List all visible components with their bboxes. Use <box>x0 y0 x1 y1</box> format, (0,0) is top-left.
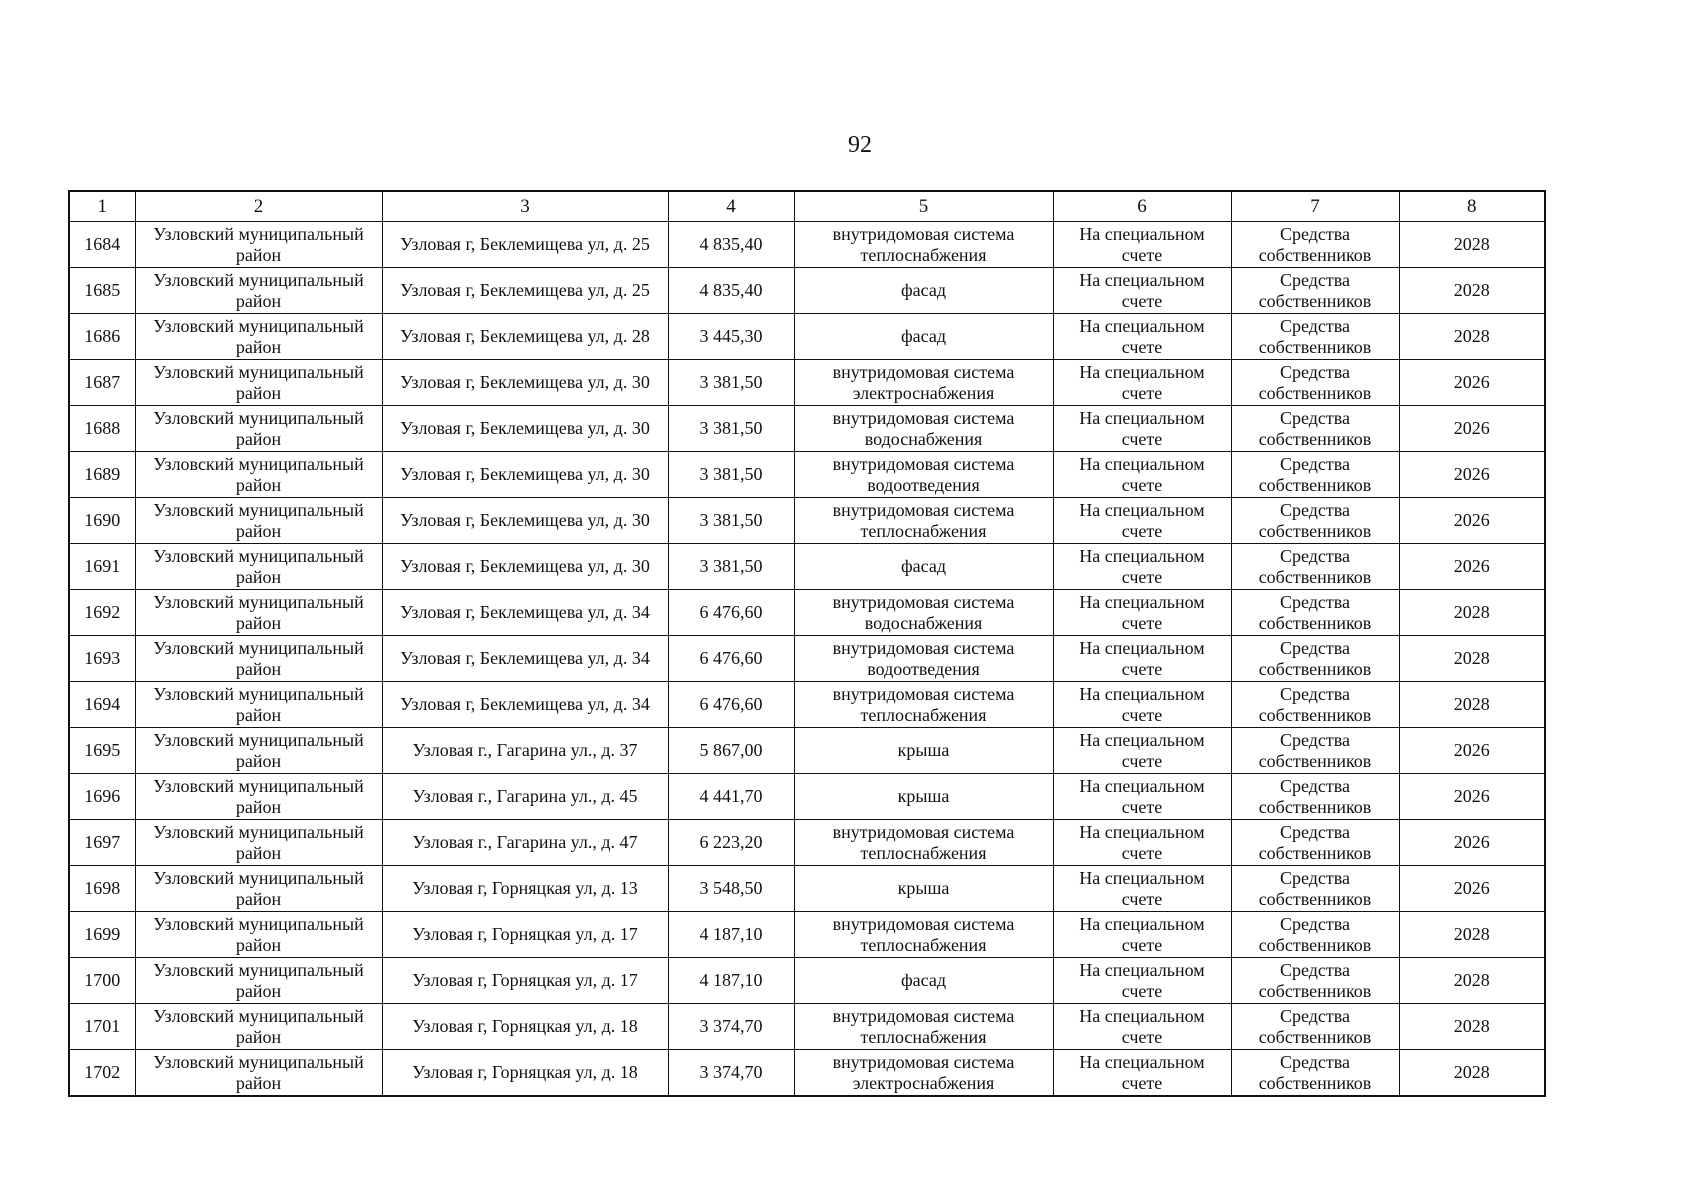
cell-year: 2026 <box>1399 452 1545 498</box>
cell-fund-method: На специальном счете <box>1053 774 1231 820</box>
cell-district: Узловский муниципальный район <box>135 498 382 544</box>
cell-year: 2026 <box>1399 360 1545 406</box>
cell-fund-method: На специальном счете <box>1053 1050 1231 1097</box>
cell-district: Узловский муниципальный район <box>135 958 382 1004</box>
cell-source: Средства собственников <box>1231 544 1399 590</box>
cell-area: 4 835,40 <box>668 222 794 268</box>
cell-address: Узловая г., Гагарина ул., д. 45 <box>382 774 668 820</box>
cell-address: Узловая г, Беклемищева ул, д. 34 <box>382 590 668 636</box>
table-row <box>69 728 1545 774</box>
cell-district: Узловский муниципальный район <box>135 406 382 452</box>
cell-fund-method: На специальном счете <box>1053 590 1231 636</box>
cell-address: Узловая г, Горняцкая ул, д. 13 <box>382 866 668 912</box>
column-header-col-number: 1 <box>69 191 135 222</box>
cell-work-type: фасад <box>794 958 1053 1004</box>
cell-number: 1695 <box>69 728 135 774</box>
cell-district: Узловский муниципальный район <box>135 1004 382 1050</box>
cell-work-type: фасад <box>794 314 1053 360</box>
cell-address: Узловая г, Беклемищева ул, д. 30 <box>382 544 668 590</box>
cell-fund-method: На специальном счете <box>1053 820 1231 866</box>
cell-source: Средства собственников <box>1231 222 1399 268</box>
cell-year: 2028 <box>1399 314 1545 360</box>
cell-district: Узловский муниципальный район <box>135 1050 382 1097</box>
cell-address: Узловая г, Беклемищева ул, д. 25 <box>382 268 668 314</box>
table-header-row <box>69 191 1545 222</box>
cell-address: Узловая г, Беклемищева ул, д. 34 <box>382 682 668 728</box>
cell-number: 1689 <box>69 452 135 498</box>
cell-year: 2026 <box>1399 544 1545 590</box>
cell-address: Узловая г, Беклемищева ул, д. 30 <box>382 360 668 406</box>
cell-fund-method: На специальном счете <box>1053 1004 1231 1050</box>
table-row <box>69 912 1545 958</box>
cell-source: Средства собственников <box>1231 314 1399 360</box>
table-row <box>69 774 1545 820</box>
cell-district: Узловский муниципальный район <box>135 728 382 774</box>
cell-district: Узловский муниципальный район <box>135 820 382 866</box>
cell-fund-method: На специальном счете <box>1053 728 1231 774</box>
cell-fund-method: На специальном счете <box>1053 682 1231 728</box>
cell-source: Средства собственников <box>1231 452 1399 498</box>
cell-fund-method: На специальном счете <box>1053 912 1231 958</box>
cell-number: 1688 <box>69 406 135 452</box>
table-row <box>69 360 1545 406</box>
cell-work-type: внутридомовая система теплоснабжения <box>794 682 1053 728</box>
cell-source: Средства собственников <box>1231 636 1399 682</box>
cell-district: Узловский муниципальный район <box>135 222 382 268</box>
cell-district: Узловский муниципальный район <box>135 268 382 314</box>
cell-work-type: внутридомовая система теплоснабжения <box>794 1004 1053 1050</box>
cell-work-type: внутридомовая система теплоснабжения <box>794 222 1053 268</box>
cell-district: Узловский муниципальный район <box>135 636 382 682</box>
cell-year: 2028 <box>1399 1004 1545 1050</box>
cell-fund-method: На специальном счете <box>1053 406 1231 452</box>
cell-work-type: внутридомовая система теплоснабжения <box>794 912 1053 958</box>
cell-area: 6 223,20 <box>668 820 794 866</box>
cell-fund-method: На специальном счете <box>1053 866 1231 912</box>
table-row <box>69 820 1545 866</box>
cell-number: 1692 <box>69 590 135 636</box>
cell-address: Узловая г, Горняцкая ул, д. 17 <box>382 958 668 1004</box>
cell-district: Узловский муниципальный район <box>135 314 382 360</box>
cell-area: 3 445,30 <box>668 314 794 360</box>
cell-area: 4 187,10 <box>668 958 794 1004</box>
cell-number: 1686 <box>69 314 135 360</box>
table-body <box>69 222 1545 1097</box>
table-row <box>69 1050 1545 1097</box>
cell-year: 2028 <box>1399 958 1545 1004</box>
cell-area: 5 867,00 <box>668 728 794 774</box>
table-row <box>69 866 1545 912</box>
cell-source: Средства собственников <box>1231 912 1399 958</box>
cell-source: Средства собственников <box>1231 866 1399 912</box>
cell-area: 3 381,50 <box>668 360 794 406</box>
cell-number: 1697 <box>69 820 135 866</box>
cell-fund-method: На специальном счете <box>1053 452 1231 498</box>
cell-area: 4 835,40 <box>668 268 794 314</box>
page-number: 92 <box>848 132 872 158</box>
table-row <box>69 406 1545 452</box>
cell-work-type: крыша <box>794 866 1053 912</box>
column-header-col-work-type: 5 <box>794 191 1053 222</box>
cell-address: Узловая г., Гагарина ул., д. 47 <box>382 820 668 866</box>
cell-number: 1701 <box>69 1004 135 1050</box>
cell-source: Средства собственников <box>1231 1004 1399 1050</box>
table-row <box>69 958 1545 1004</box>
cell-work-type: фасад <box>794 268 1053 314</box>
cell-number: 1690 <box>69 498 135 544</box>
cell-year: 2026 <box>1399 774 1545 820</box>
cell-year: 2026 <box>1399 820 1545 866</box>
table-row <box>69 222 1545 268</box>
cell-work-type: внутридомовая система водоотведения <box>794 452 1053 498</box>
cell-district: Узловский муниципальный район <box>135 866 382 912</box>
cell-year: 2028 <box>1399 1050 1545 1097</box>
cell-work-type: крыша <box>794 728 1053 774</box>
cell-area: 3 381,50 <box>668 544 794 590</box>
cell-area: 6 476,60 <box>668 636 794 682</box>
column-header-col-address: 3 <box>382 191 668 222</box>
cell-fund-method: На специальном счете <box>1053 314 1231 360</box>
table-row <box>69 314 1545 360</box>
cell-work-type: внутридомовая система электроснабжения <box>794 1050 1053 1097</box>
cell-source: Средства собственников <box>1231 498 1399 544</box>
column-header-col-fund-method: 6 <box>1053 191 1231 222</box>
cell-work-type: крыша <box>794 774 1053 820</box>
column-header-col-district: 2 <box>135 191 382 222</box>
cell-address: Узловая г, Беклемищева ул, д. 28 <box>382 314 668 360</box>
column-header-col-area: 4 <box>668 191 794 222</box>
table-row <box>69 1004 1545 1050</box>
column-header-col-source: 7 <box>1231 191 1399 222</box>
cell-number: 1687 <box>69 360 135 406</box>
table-row <box>69 636 1545 682</box>
cell-source: Средства собственников <box>1231 820 1399 866</box>
cell-area: 6 476,60 <box>668 590 794 636</box>
cell-area: 6 476,60 <box>668 682 794 728</box>
cell-fund-method: На специальном счете <box>1053 498 1231 544</box>
cell-source: Средства собственников <box>1231 268 1399 314</box>
cell-number: 1700 <box>69 958 135 1004</box>
cell-district: Узловский муниципальный район <box>135 452 382 498</box>
cell-district: Узловский муниципальный район <box>135 360 382 406</box>
cell-fund-method: На специальном счете <box>1053 544 1231 590</box>
cell-area: 3 381,50 <box>668 406 794 452</box>
cell-number: 1696 <box>69 774 135 820</box>
cell-number: 1684 <box>69 222 135 268</box>
cell-work-type: внутридомовая система теплоснабжения <box>794 820 1053 866</box>
table-row <box>69 268 1545 314</box>
table-row <box>69 452 1545 498</box>
table-row <box>69 544 1545 590</box>
cell-district: Узловский муниципальный район <box>135 912 382 958</box>
cell-district: Узловский муниципальный район <box>135 544 382 590</box>
cell-district: Узловский муниципальный район <box>135 682 382 728</box>
cell-area: 4 441,70 <box>668 774 794 820</box>
cell-fund-method: На специальном счете <box>1053 360 1231 406</box>
column-header-col-year: 8 <box>1399 191 1545 222</box>
cell-address: Узловая г, Беклемищева ул, д. 34 <box>382 636 668 682</box>
cell-year: 2026 <box>1399 728 1545 774</box>
cell-area: 3 381,50 <box>668 452 794 498</box>
cell-address: Узловая г, Беклемищева ул, д. 30 <box>382 452 668 498</box>
table-row <box>69 682 1545 728</box>
cell-source: Средства собственников <box>1231 1050 1399 1097</box>
cell-year: 2028 <box>1399 268 1545 314</box>
cell-number: 1698 <box>69 866 135 912</box>
repair-program-table <box>68 190 1546 1097</box>
cell-work-type: фасад <box>794 544 1053 590</box>
cell-source: Средства собственников <box>1231 590 1399 636</box>
cell-address: Узловая г., Гагарина ул., д. 37 <box>382 728 668 774</box>
cell-fund-method: На специальном счете <box>1053 958 1231 1004</box>
cell-area: 3 374,70 <box>668 1050 794 1097</box>
cell-source: Средства собственников <box>1231 774 1399 820</box>
cell-number: 1685 <box>69 268 135 314</box>
cell-area: 3 381,50 <box>668 498 794 544</box>
cell-year: 2026 <box>1399 866 1545 912</box>
cell-source: Средства собственников <box>1231 406 1399 452</box>
cell-work-type: внутридомовая система электроснабжения <box>794 360 1053 406</box>
cell-number: 1693 <box>69 636 135 682</box>
cell-number: 1699 <box>69 912 135 958</box>
cell-address: Узловая г, Горняцкая ул, д. 18 <box>382 1050 668 1097</box>
cell-source: Средства собственников <box>1231 360 1399 406</box>
cell-year: 2028 <box>1399 682 1545 728</box>
cell-fund-method: На специальном счете <box>1053 268 1231 314</box>
cell-area: 4 187,10 <box>668 912 794 958</box>
cell-address: Узловая г, Горняцкая ул, д. 17 <box>382 912 668 958</box>
cell-address: Узловая г, Беклемищева ул, д. 25 <box>382 222 668 268</box>
cell-year: 2026 <box>1399 406 1545 452</box>
cell-source: Средства собственников <box>1231 682 1399 728</box>
cell-district: Узловский муниципальный район <box>135 774 382 820</box>
cell-year: 2028 <box>1399 636 1545 682</box>
cell-district: Узловский муниципальный район <box>135 590 382 636</box>
cell-address: Узловая г, Беклемищева ул, д. 30 <box>382 406 668 452</box>
cell-year: 2026 <box>1399 498 1545 544</box>
cell-year: 2028 <box>1399 222 1545 268</box>
cell-work-type: внутридомовая система водоснабжения <box>794 590 1053 636</box>
cell-number: 1702 <box>69 1050 135 1097</box>
cell-number: 1694 <box>69 682 135 728</box>
cell-source: Средства собственников <box>1231 728 1399 774</box>
cell-address: Узловая г, Горняцкая ул, д. 18 <box>382 1004 668 1050</box>
cell-source: Средства собственников <box>1231 958 1399 1004</box>
cell-fund-method: На специальном счете <box>1053 636 1231 682</box>
cell-year: 2028 <box>1399 590 1545 636</box>
cell-area: 3 548,50 <box>668 866 794 912</box>
cell-work-type: внутридомовая система теплоснабжения <box>794 498 1053 544</box>
cell-work-type: внутридомовая система водоотведения <box>794 636 1053 682</box>
cell-area: 3 374,70 <box>668 1004 794 1050</box>
table-row <box>69 590 1545 636</box>
cell-work-type: внутридомовая система водоснабжения <box>794 406 1053 452</box>
table-row <box>69 498 1545 544</box>
cell-fund-method: На специальном счете <box>1053 222 1231 268</box>
cell-year: 2028 <box>1399 912 1545 958</box>
cell-number: 1691 <box>69 544 135 590</box>
cell-address: Узловая г, Беклемищева ул, д. 30 <box>382 498 668 544</box>
